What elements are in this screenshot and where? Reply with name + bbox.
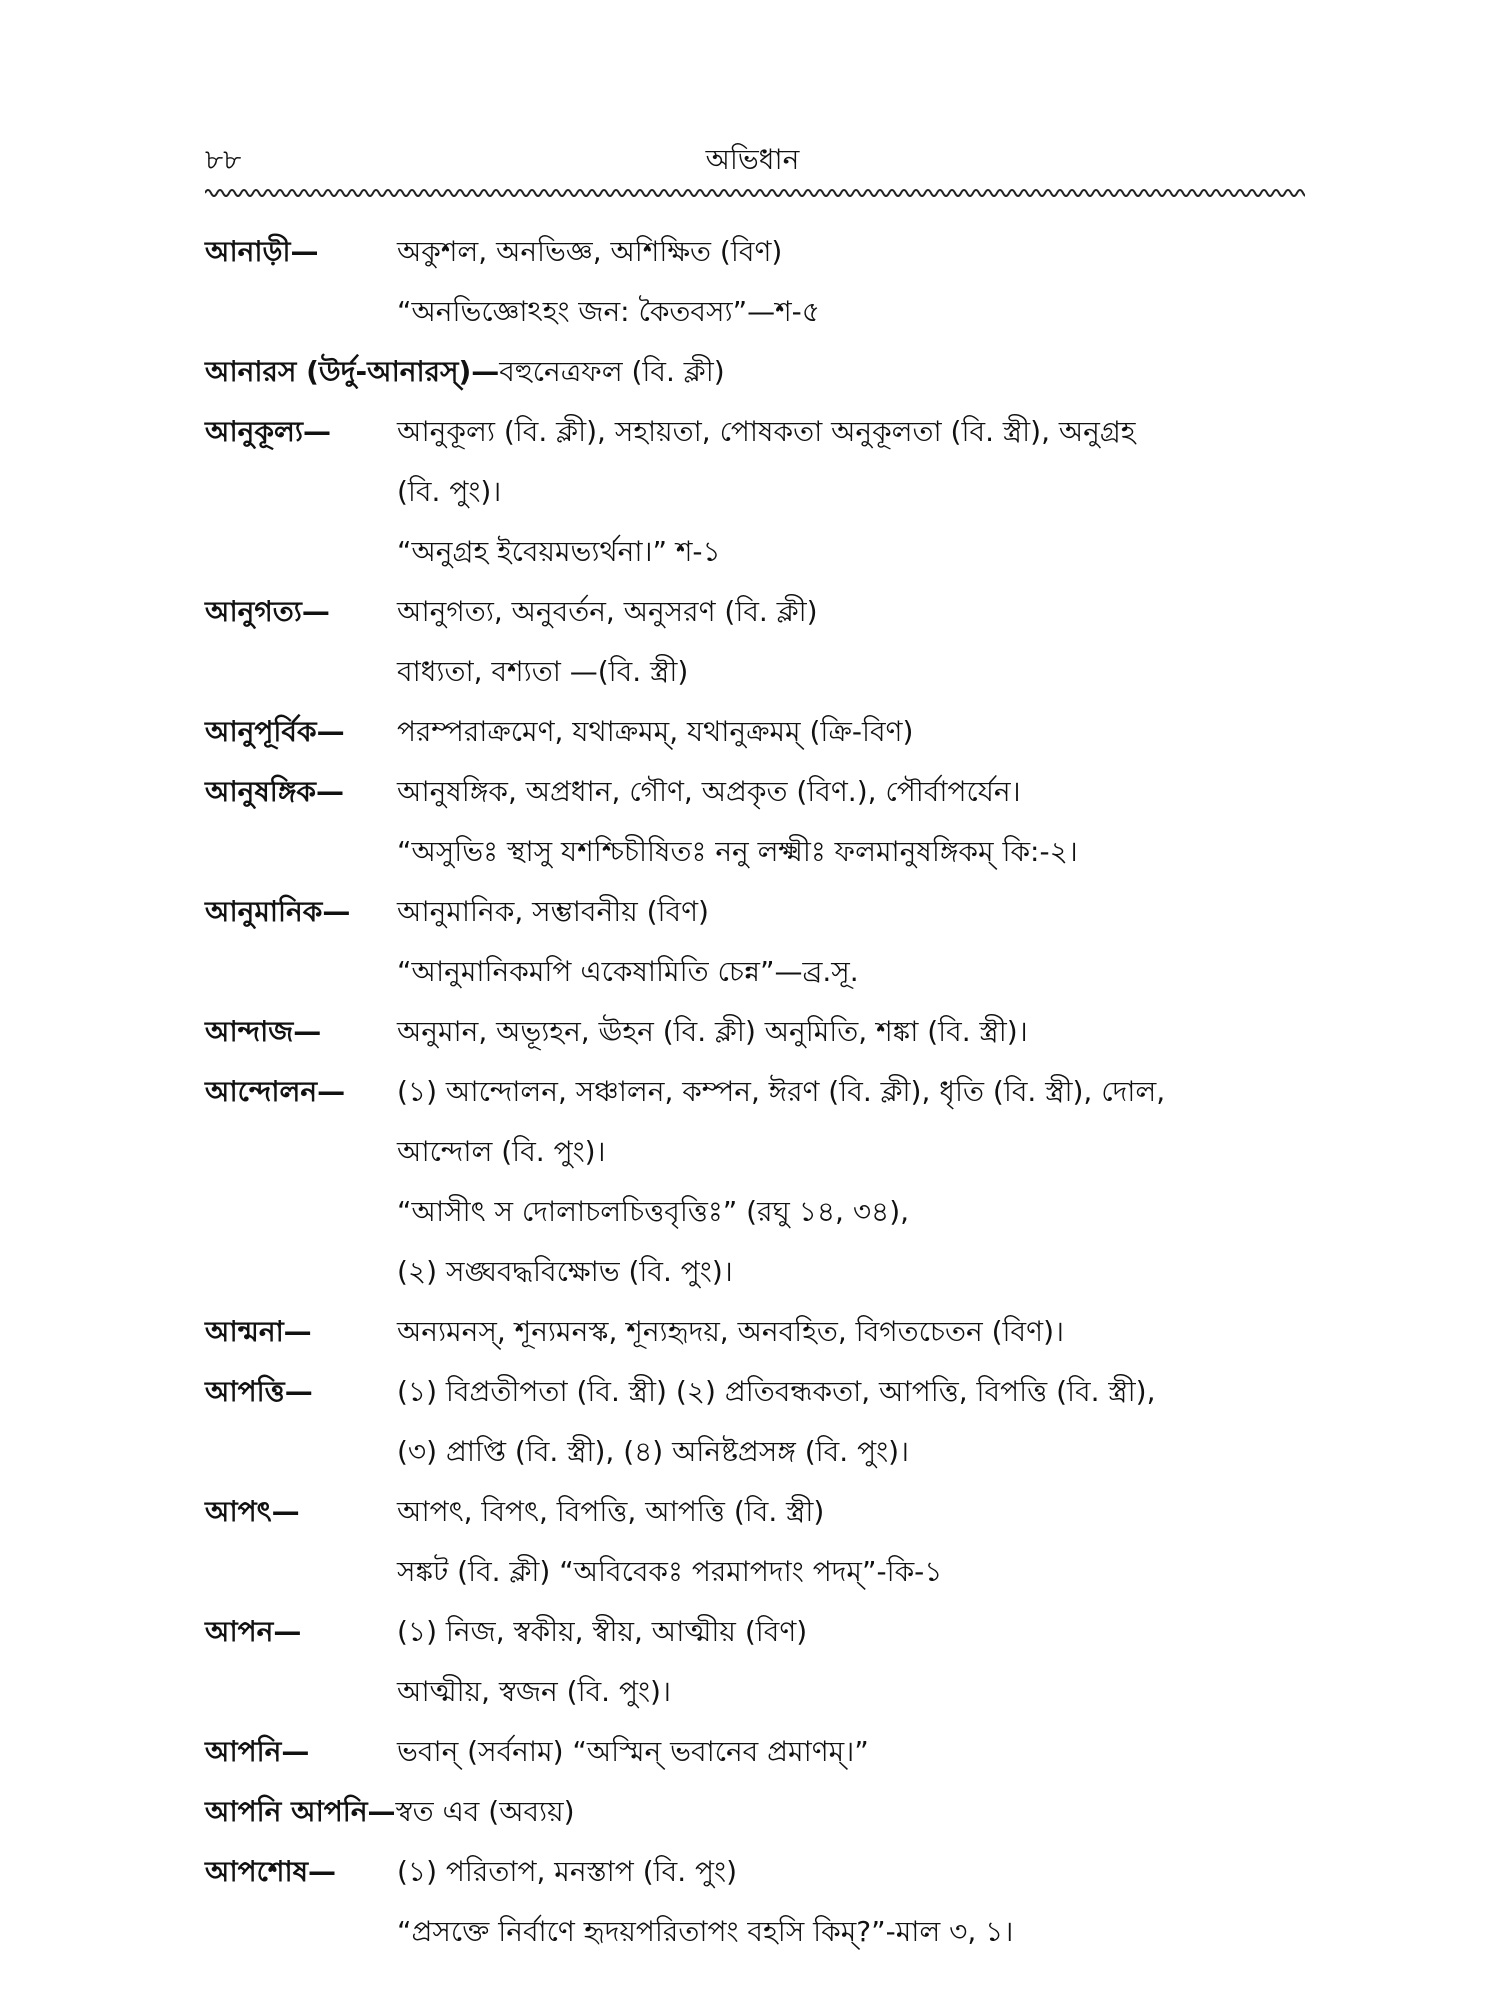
- page-number: ৮৮: [205, 143, 242, 176]
- definition-text: (৩) প্রাপ্তি (বি. স্ত্রী), (৪) অনিষ্টপ্রসঙ্গ (বি. পুং)।: [397, 1435, 910, 1468]
- entry-continuation: [205, 522, 1315, 582]
- definition-text: অকুশল, অনভিজ্ঞ, অশিক্ষিত (বিণ): [397, 235, 783, 268]
- headword: আনারস (উর্দু-আনারস্)—: [205, 355, 500, 388]
- entry-row: [205, 1002, 1315, 1062]
- entry-continuation: [205, 1122, 1315, 1182]
- entry-continuation: [205, 282, 1315, 342]
- entry-row: [205, 1602, 1315, 1662]
- definition-text: বাধ্যতা, বশ্যতা —(বি. স্ত্রী): [397, 655, 689, 688]
- entry-row: [205, 882, 1315, 942]
- definition-text: বহুনেত্রফল (বি. ক্লী): [499, 355, 725, 388]
- entry-row: [205, 702, 1315, 762]
- wavy-rule: [205, 186, 1305, 200]
- headword: আপন—: [205, 1615, 302, 1648]
- entry-row: [205, 1062, 1315, 1122]
- entry-continuation: [205, 462, 1315, 522]
- headword: আনুষঙ্গিক—: [205, 775, 344, 808]
- entry-continuation: [205, 1422, 1315, 1482]
- headword: আপনি—: [205, 1735, 310, 1768]
- entry-row: [205, 402, 1315, 462]
- entry-continuation: [205, 942, 1315, 1002]
- entry-continuation: [205, 642, 1315, 702]
- definition-text: অন্যমনস্, শূন্যমনস্ক, শূন্যহৃদয়, অনবহিত, বিগতচেতন (বিণ)।: [397, 1315, 1065, 1348]
- definition-text: আনুমানিক, সম্ভাবনীয় (বিণ): [397, 895, 709, 928]
- dictionary-entries: [205, 222, 1315, 1962]
- headword: আন্মনা—: [205, 1315, 312, 1348]
- definition-text: ভবান্ (সর্বনাম) “অস্মিন্ ভবানেব প্রমাণম্।”: [397, 1735, 869, 1768]
- headword: আনুগত্য—: [205, 595, 330, 628]
- definition-text: পরম্পরাক্রমেণ, যথাক্রমম্, যথানুক্রমম্ (ক্রি-বিণ): [397, 715, 914, 748]
- definition-text: আনুকূল্য (বি. ক্লী), সহায়তা, পোষকতা অনুকূলতা (বি. স্ত্রী), অনুগ্রহ: [397, 415, 1136, 448]
- entry-continuation: [205, 1182, 1315, 1242]
- entry-row: [205, 1842, 1315, 1902]
- definition-text: “অনভিজ্ঞোঽহং জন: কৈতবস্য”—শ-৫: [397, 295, 820, 328]
- headword: আনুকূল্য—: [205, 415, 331, 448]
- headword: আন্দোলন—: [205, 1075, 346, 1108]
- definition-text: সঙ্কট (বি. ক্লী) “অবিবেকঃ পরমাপদাং পদম্”-কি-১: [397, 1555, 943, 1588]
- definition-text: আত্মীয়, স্বজন (বি. পুং)।: [397, 1675, 671, 1708]
- definition-text: আনুগত্য, অনুবর্তন, অনুসরণ (বি. ক্লী): [397, 595, 818, 628]
- entry-continuation: [205, 1242, 1315, 1302]
- headword: আনুপূর্বিক—: [205, 715, 345, 748]
- page-header: [205, 138, 1300, 178]
- definition-text: আনুষঙ্গিক, অপ্রধান, গৌণ, অপ্রকৃত (বিণ.), পৌর্বাপর্যেন।: [397, 775, 1021, 808]
- entry-continuation: [205, 1542, 1315, 1602]
- running-title: অভিধান: [705, 143, 800, 176]
- entry-continuation: [205, 822, 1315, 882]
- entry-continuation: [205, 1662, 1315, 1722]
- entry-row: [205, 582, 1315, 642]
- headword: আনাড়ী—: [205, 235, 319, 268]
- entry-row: [205, 1782, 1315, 1842]
- definition-text: স্বত এব (অব্যয়): [395, 1795, 575, 1828]
- headword: আপনি আপনি—: [205, 1795, 396, 1828]
- entry-row: [205, 762, 1315, 822]
- entry-row: [205, 1482, 1315, 1542]
- definition-text: আপৎ, বিপৎ, বিপত্তি, আপত্তি (বি. স্ত্রী): [397, 1495, 825, 1528]
- definition-text: আন্দোল (বি. পুং)।: [397, 1135, 606, 1168]
- entry-row: [205, 1722, 1315, 1782]
- entry-row: [205, 1362, 1315, 1422]
- headword: আপশোষ—: [205, 1855, 337, 1888]
- definition-text: “প্রসক্তে নির্বাণে হৃদয়পরিতাপং বহসি কিম্?”-মাল ৩, ১।: [397, 1915, 1014, 1948]
- definition-text: (১) বিপ্রতীপতা (বি. স্ত্রী) (২) প্রতিবন্ধকতা, আপত্তি, বিপত্তি (বি. স্ত্রী),: [397, 1375, 1156, 1408]
- entry-row: [205, 1302, 1315, 1362]
- definition-text: অনুমান, অভ্যূহন, ঊহন (বি. ক্লী) অনুমিতি, শঙ্কা (বি. স্ত্রী)।: [397, 1015, 1028, 1048]
- definition-text: “অনুগ্রহ ইবেয়মভ্যর্থনা।” শ-১: [397, 535, 721, 568]
- entry-continuation: [205, 1902, 1315, 1962]
- definition-text: “অসুভিঃ স্থাসু যশশ্চিচীষিতঃ ননু লক্ষ্মীঃ ফলমানুষঙ্গিকম্ কি:-২।: [397, 835, 1078, 868]
- definition-text: (বি. পুং)।: [397, 475, 502, 508]
- definition-text: (১) আন্দোলন, সঞ্চালন, কম্পন, ঈরণ (বি. ক্লী), ধৃতি (বি. স্ত্রী), দোল,: [397, 1075, 1166, 1108]
- headword: আপৎ—: [205, 1495, 300, 1528]
- definition-text: (১) নিজ, স্বকীয়, স্বীয়, আত্মীয় (বিণ): [397, 1615, 808, 1648]
- definition-text: (১) পরিতাপ, মনস্তাপ (বি. পুং): [397, 1855, 737, 1888]
- definition-text: “আসীৎ স দোলাচলচিত্তবৃত্তিঃ” (রঘু ১৪, ৩৪),: [397, 1195, 910, 1228]
- definition-text: “আনুমানিকমপি একেষামিতি চেন্ন”—ব্র.সূ.: [397, 955, 859, 988]
- definition-text: (২) সঙ্ঘবদ্ধবিক্ষোভ (বি. পুং)।: [397, 1255, 733, 1288]
- headword: আন্দাজ—: [205, 1015, 322, 1048]
- entry-row: [205, 342, 1315, 402]
- entry-row: [205, 222, 1315, 282]
- headword: আনুমানিক—: [205, 895, 351, 928]
- headword: আপত্তি—: [205, 1375, 313, 1408]
